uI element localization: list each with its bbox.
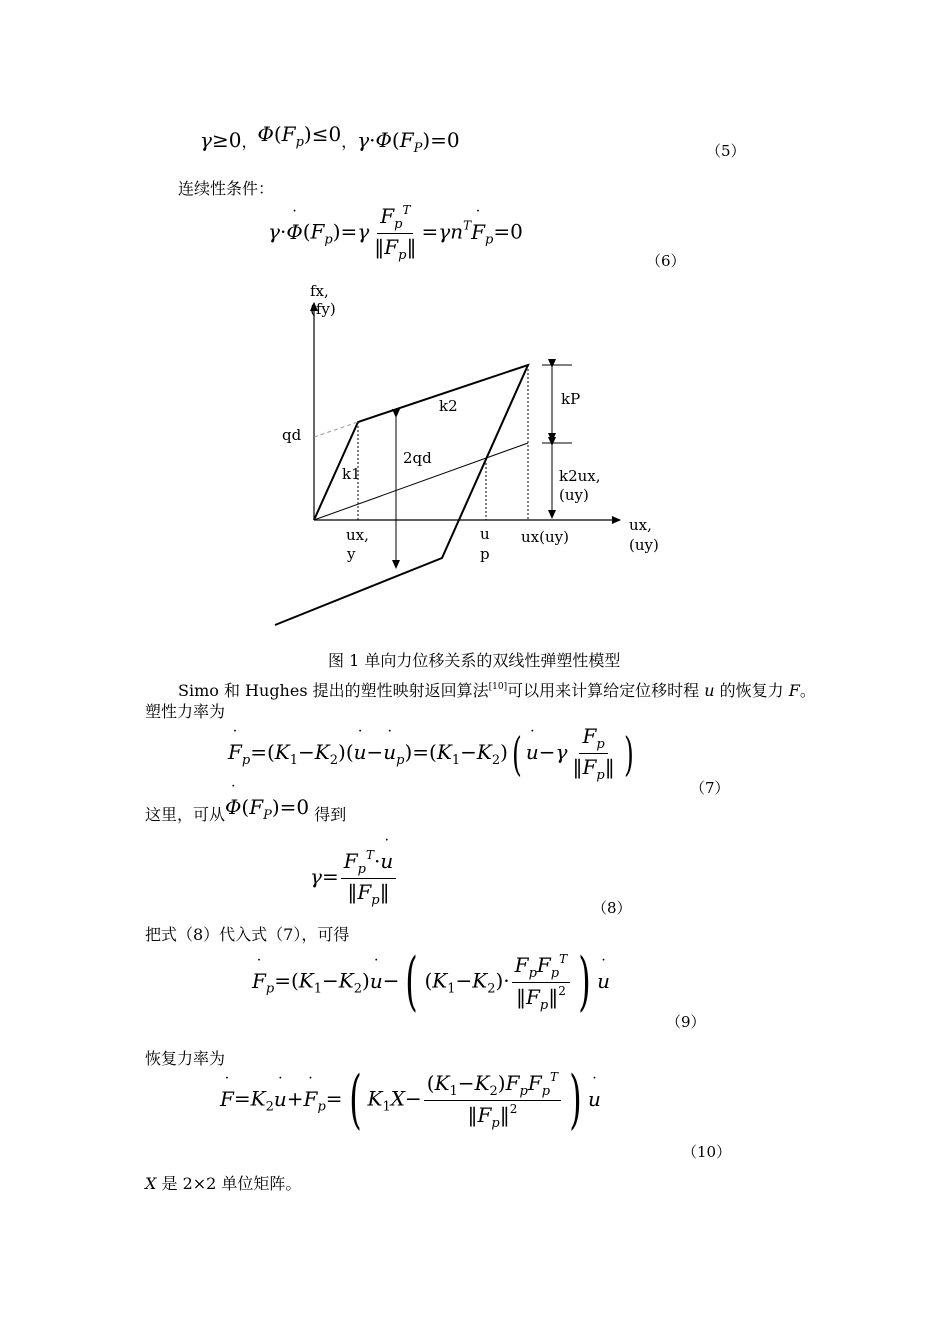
k2ux-label-1: k2ux, (559, 467, 601, 485)
up-label-1: u (480, 525, 490, 543)
simo-text-d: 。 (799, 681, 816, 700)
figure-caption: 图 1 单向力位移关系的双线性弹塑性模型 (328, 651, 621, 670)
k2-label: k2 (439, 397, 458, 415)
qd-label: qd (282, 426, 302, 444)
equation-7-number: （7） (690, 779, 730, 797)
x-axis-label-1: ux, (629, 516, 652, 534)
y-axis-label-2: (fy) (310, 300, 336, 318)
equation-8-number: （8） (592, 899, 632, 917)
simo-text-c: 的恢复力 (719, 681, 784, 700)
k2ux-label-2: (uy) (559, 486, 589, 504)
citation-10: [10] (488, 682, 508, 692)
equation-5: γ≥0，$\Phi(F_p)\le 0$，$\gamma\cdot\Phi(F_P)=0$ (200, 122, 460, 156)
continuity-label: 连续性条件： (178, 179, 275, 198)
equation-10: ˙ $F=K_2˙$ u+˙ $F_p=$( $K_1X-$ $\frac{(K_1-K_2)F_pF_p^T}{‖F_p‖^2}$ )˙ u (220, 1068, 601, 1132)
equation-9-number: （9） (666, 1013, 706, 1031)
bilinear-model-figure (260, 275, 700, 635)
equation-6-number: （6） (646, 252, 686, 270)
identity-line (145, 1174, 301, 1194)
here-text-b: 得到 (314, 805, 347, 824)
equation-6: γ·˙ $\Phi(F_p)=\gamma$ $\frac{F_p^T}{‖F_p‖}$ $=\gamma n^T˙$ $F_p=0$ (268, 203, 523, 263)
simo-u: u (704, 681, 715, 700)
equation-10-number: （10） (682, 1143, 732, 1161)
equation-5-number: （5） (706, 142, 746, 160)
equation-9: ˙ $F_p=(K_1-K_2)˙$ u−( $(K_1-K_2)\cdot$ $\frac{F_pF_p^T}{‖F_p‖^2}$ )˙ u (252, 950, 610, 1014)
here-text-a: 这里，可从 (145, 805, 226, 824)
identity-X: X (145, 1174, 157, 1193)
y-axis-label-1: fx, (310, 282, 329, 300)
restoring-rate-label: 恢复力率为 (145, 1049, 226, 1068)
hysteresis-loop (275, 365, 528, 625)
up-label-2: p (480, 545, 490, 563)
simo-F: F (788, 681, 800, 700)
uy-label-1: ux, (346, 526, 369, 544)
x-axis-label-2: (uy) (629, 536, 659, 554)
equation-7: ˙ $F_p=(K_1-K_2)(˙$ u−˙ $u_p)=(K_1-K_2)(˙$ u−γ $\frac{F_p}{‖F_p‖}$ ) (228, 724, 638, 783)
here-line: 这里，可从˙ $\Phi(F_P)=0$ 得到 (145, 803, 346, 832)
k1-label: k1 (342, 465, 361, 483)
kP-label: kP (561, 390, 581, 408)
uy-label-2: y (347, 545, 356, 563)
identity-text: 是 2×2 单位矩阵。 (156, 1174, 302, 1193)
ux-uy-label: ux(uy) (521, 528, 569, 546)
equation-8: γ= $\frac{F_p^T\cdot˙ u}{‖F_p‖}$ (310, 848, 398, 908)
simo-text-a: Simo 和 Hughes 提出的塑性映射返回算法 (178, 681, 489, 700)
substitute-line: 把式（8）代入式（7），可得 (145, 925, 350, 944)
2qd-label: 2qd (403, 449, 432, 467)
simo-paragraph (178, 677, 816, 701)
simo-text-b: 可以用来计算给定位移时程 (507, 681, 700, 700)
plastic-rate-label: 塑性力率为 (145, 702, 226, 721)
